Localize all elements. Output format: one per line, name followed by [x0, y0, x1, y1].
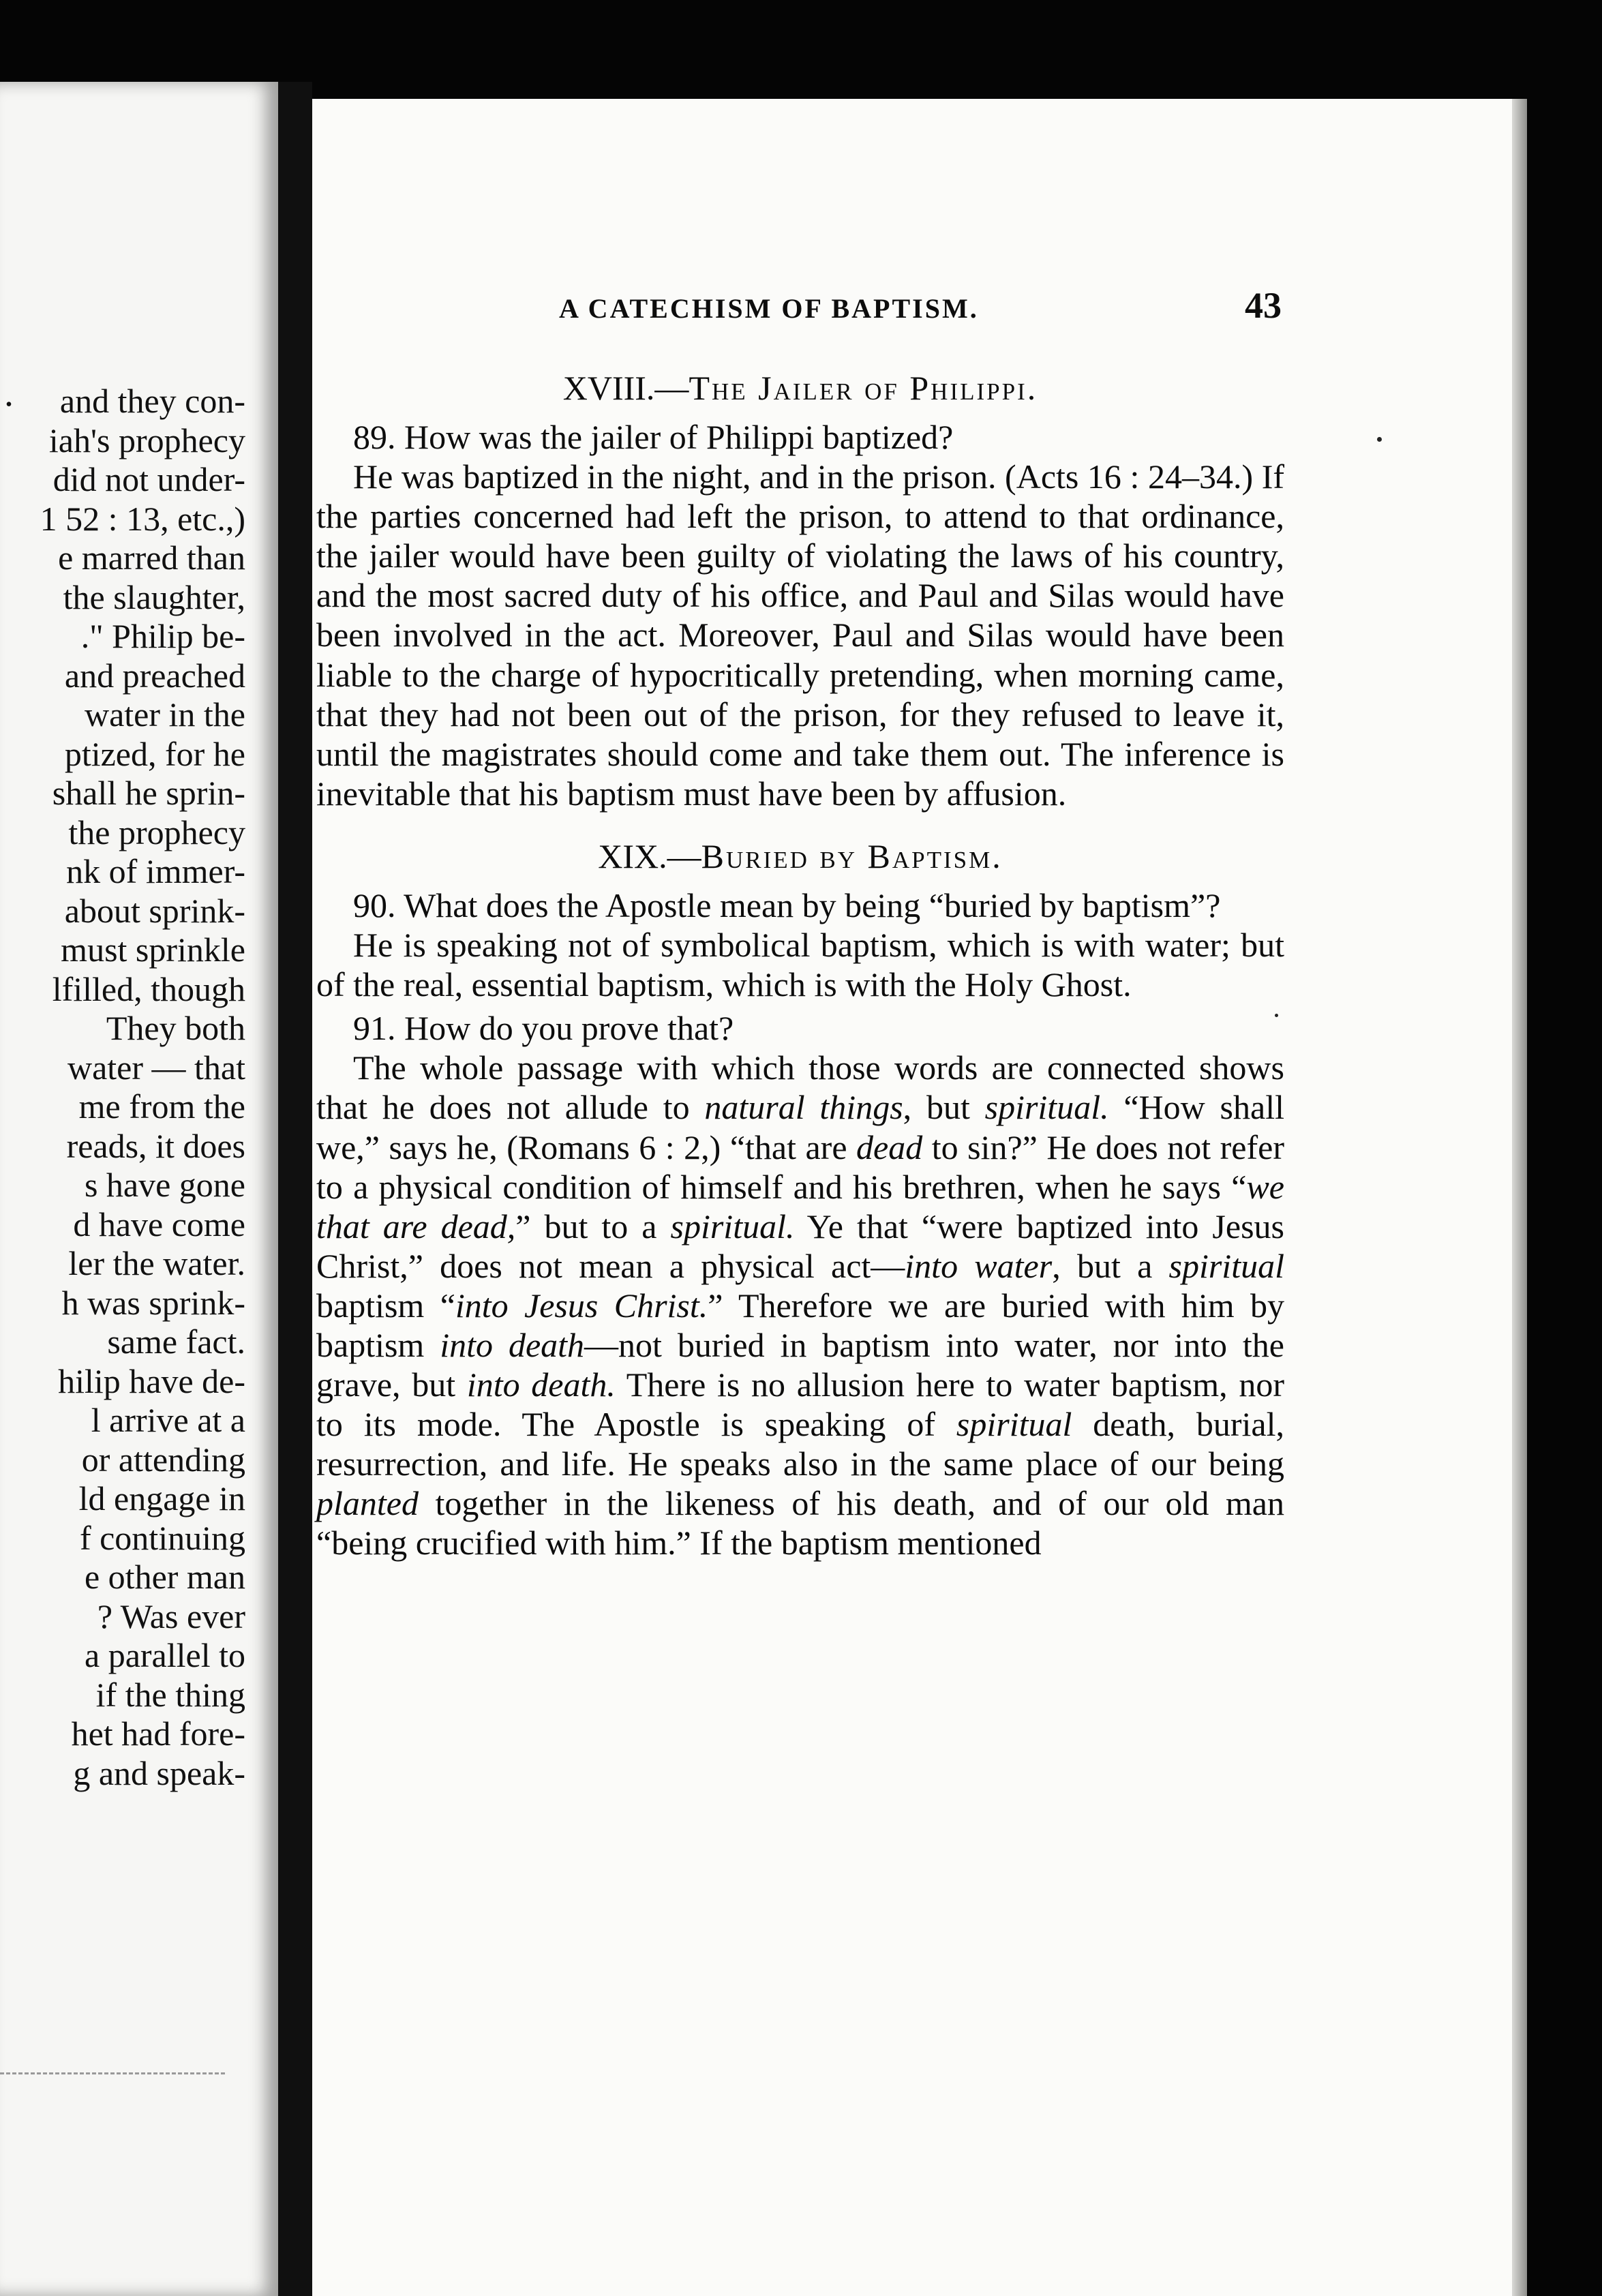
italic-emphasis: spiritual. [984, 1088, 1109, 1127]
main-page [312, 99, 1527, 2296]
running-head [559, 284, 1282, 327]
left-page-line: and preached [64, 656, 245, 695]
left-page-running-head-fragment: . [4, 372, 14, 414]
left-page-line: if the thing [95, 1675, 245, 1714]
left-page-line: e other man [84, 1558, 245, 1596]
question-90: 90. What does the Apostle mean by being “buried by baptism”? [353, 886, 1221, 924]
question-91: 91. How do you prove that? [353, 1009, 734, 1048]
text-run: together in the likeness of his death, and of our old man “being crucified with him.” If the baptism mentioned [316, 1484, 1284, 1562]
question-89: 89. How was the jailer of Philippi baptized? [353, 418, 954, 456]
left-page-line: ? Was ever [97, 1597, 245, 1635]
italic-emphasis: into Jesus Christ. [455, 1286, 708, 1325]
left-page-line: water — that [67, 1048, 245, 1087]
left-page-line: me from the [78, 1087, 245, 1126]
running-title: A CATECHISM OF BAPTISM. [559, 293, 979, 324]
text-run: Ye that “were baptized into Jesus Christ,” does not mean a physical act— [316, 1207, 1284, 1285]
italic-emphasis: we that are dead, [316, 1167, 1284, 1245]
left-page-line: lfilled, though [52, 969, 245, 1008]
left-page-line: a parallel to [85, 1636, 245, 1674]
left-page-line: d have come [73, 1205, 245, 1243]
text-run: The whole passage with which those words are connected shows that he does not allude to [316, 1048, 1284, 1127]
text-run: , but a [1052, 1246, 1169, 1285]
left-page-line: They both [106, 1009, 245, 1047]
section-title: Buried by Baptism. [701, 836, 1003, 875]
left-page-line: ." Philip be- [80, 617, 245, 655]
left-page-line: hilip have de- [58, 1361, 245, 1400]
italic-emphasis: spiritual. [670, 1207, 795, 1245]
left-page-line: did not under- [52, 460, 245, 498]
text-run: —not buried in baptism into water, nor into the grave, but [316, 1325, 1284, 1404]
left-page-line: l arrive at a [91, 1401, 245, 1439]
left-page-line: ptized, for he [64, 734, 245, 773]
left-page-line: the prophecy [68, 813, 245, 851]
left-page-line: het had fore- [71, 1715, 245, 1753]
left-page-line: iah's prophecy [48, 421, 245, 459]
left-facing-page [0, 82, 278, 2296]
left-page-line: nk of immer- [66, 852, 245, 890]
text-run: “How shall we,” says he, (Romans 6 : 2,) “that are [316, 1088, 1284, 1166]
left-page-line: e marred than [58, 539, 245, 577]
scan-speck [1275, 1014, 1278, 1017]
left-page-line: g and speak- [73, 1753, 245, 1792]
text-run: There is no allusion here to water baptism, nor to its mode. The Apostle is speaking of [316, 1365, 1284, 1444]
answer-89: He was baptized in the night, and in the prison. (Acts 16 : 24–34.) If the parties concerned had left the prison, to attend to that ordinance, the jailer would have been guilty of violating the laws of his country, and the most sacred duty of his office, and Paul and Silas would have been involved in the act. Moreover, Paul and Silas would have been liable to the charge of hypocritically pretending, when morning came, that they had not been out of the prison, for they refused to leave it, until the magistrates should come and take them out. The inference is inevitable that his baptism must have been by affusion. [316, 457, 1284, 813]
left-page-line: the slaughter, [63, 577, 245, 616]
left-page-line: must sprinkle [61, 931, 245, 969]
italic-emphasis: planted [316, 1484, 419, 1523]
book-gutter [278, 82, 312, 2296]
left-page-line: f continuing [79, 1518, 245, 1557]
section-heading-xix [316, 836, 1284, 876]
italic-emphasis: natural things [704, 1088, 903, 1127]
text-run: baptism “ [316, 1286, 455, 1325]
text-block [316, 368, 1284, 1563]
left-page-text-fragments [0, 382, 245, 1793]
left-page-line: h was sprink- [61, 1283, 245, 1322]
left-page-line: same fact. [107, 1323, 245, 1361]
italic-emphasis: dead [856, 1128, 923, 1166]
text-run: to sin?” He does not refer to a physical condition of himself and his brethren, when he says “ [316, 1128, 1284, 1206]
italic-emphasis: into death [440, 1325, 585, 1364]
left-page-line: ld engage in [78, 1479, 245, 1517]
left-page-line: water in the [84, 695, 245, 734]
text-run: death, burial, resurrection, and life. He speaks also in the same place of our being [316, 1405, 1284, 1483]
italic-emphasis: spiritual [1168, 1246, 1284, 1285]
italic-emphasis: into death. [466, 1365, 616, 1404]
section-number: XVIII.— [562, 369, 689, 407]
page-number: 43 [1245, 285, 1282, 326]
left-page-line: s have gone [84, 1166, 245, 1204]
answer-90: He is speaking not of symbolical baptism, which is with water; but of the real, essential baptism, which is with the Holy Ghost. [316, 926, 1284, 1004]
left-page-line: ler the water. [68, 1244, 245, 1282]
left-page-line: about sprink- [64, 891, 245, 930]
text-run: ” Therefore we are buried with him by baptism [316, 1286, 1284, 1364]
italic-emphasis: spiritual [956, 1405, 1072, 1444]
page-edge-shadow [1512, 99, 1527, 2296]
italic-emphasis: into water [905, 1246, 1053, 1285]
left-page-line: shall he sprin- [52, 774, 245, 812]
section-title: The Jailer of Philippi. [689, 369, 1038, 407]
left-page-line: 1 52 : 13, etc.,) [40, 499, 245, 538]
text-run: , but [903, 1088, 985, 1127]
left-page-line: or attending [81, 1440, 245, 1479]
text-run: ” but to a [515, 1207, 671, 1245]
section-heading-xviii [316, 368, 1284, 408]
left-page-line: reads, it does [66, 1126, 245, 1165]
scan-speck [1377, 437, 1382, 442]
left-page-line: and they con- [59, 382, 245, 420]
answer-91 [316, 1048, 1284, 1562]
section-number: XIX.— [598, 836, 701, 875]
left-page-rule [0, 2072, 225, 2074]
